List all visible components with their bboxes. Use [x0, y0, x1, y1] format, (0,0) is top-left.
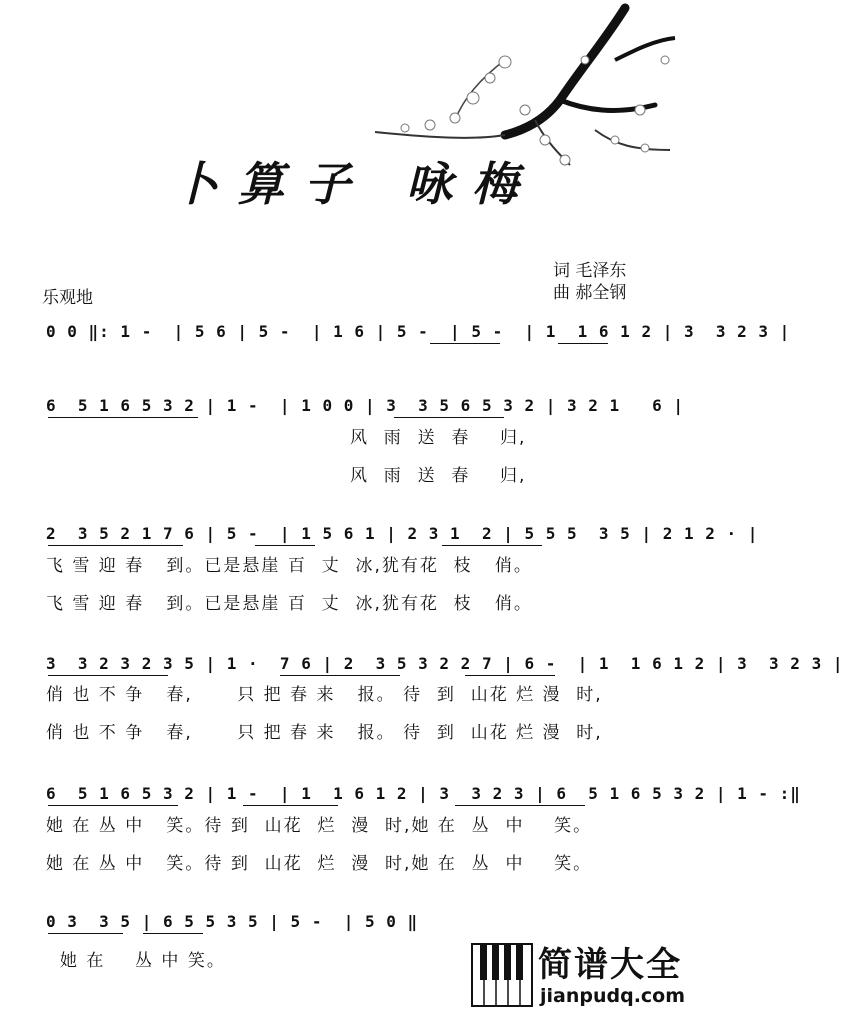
lyric-verse-1: 飞 雪 迎 春 到。已是悬崖 百 丈 冰,犹有花 枝 俏。 [46, 556, 533, 576]
svg-text:jianpudq.com: jianpudq.com [540, 985, 686, 1007]
lyricist-credit: 词 毛泽东 [553, 261, 627, 281]
notation-text: 0 0 ‖: 1 - | 5 6 | 5 - | 1 6 | 5 - | 5 - | 1 1 6 1 2 | 3 3 2 3 | [46, 322, 791, 341]
lyric-verse-2: 俏 也 不 争 春, 只 把 春 来 报。 待 到 山花 烂 漫 时, [46, 723, 603, 743]
notation-text: 6 5 1 6 5 3 2 | 1 - | 1 0 0 | 3 3 5 6 5 3 2 | 3 2 1 6 | [46, 396, 684, 415]
lyric-verse-1: 她 在 丛 中 笑。 [60, 951, 226, 971]
staff-line-2 [0, 392, 693, 428]
notation-text: 2 3 5 2 1 7 6 | 5 - | 1 5 6 1 | 2 3 1 2 | 5 5 5 3 5 | 2 1 2 · | [46, 524, 759, 543]
lyric-verse-2: 她 在 丛 中 笑。待 到 山花 烂 漫 时,她 在 丛 中 笑。 [46, 854, 593, 874]
lyric-verse-1: 风 雨 送 春 归, [350, 428, 527, 448]
staff-line-1 [0, 318, 791, 354]
site-logo [470, 938, 693, 1010]
tempo-marking: 乐观地 [42, 288, 93, 308]
lyric-verse-2: 飞 雪 迎 春 到。已是悬崖 百 丈 冰,犹有花 枝 俏。 [46, 594, 533, 614]
composer-credit: 曲 郝全钢 [553, 283, 627, 303]
song-title: 卜算子 咏梅 [172, 157, 539, 211]
piano-keys-icon [472, 944, 532, 1006]
svg-text:简谱大全: 简谱大全 [538, 945, 682, 985]
notation-text: 3 3 2 3 2 3 5 | 1 · 7 6 | 2 3 5 3 2 2 7 | 6 - | 1 1 6 1 2 | 3 3 2 3 | [46, 654, 843, 673]
lyric-verse-1: 她 在 丛 中 笑。待 到 山花 烂 漫 时,她 在 丛 中 笑。 [46, 816, 593, 836]
notation-text: 6 5 1 6 5 3 2 | 1 - | 1 1 6 1 2 | 3 3 2 3 | 6 5 1 6 5 3 2 | 1 - :‖ [46, 784, 801, 803]
lyric-verse-1: 俏 也 不 争 春, 只 把 春 来 报。 待 到 山花 烂 漫 时, [46, 685, 603, 705]
notation-text: 0 3 3 5 | 6 5 5 3 5 | 5 - | 5 0 ‖ [46, 912, 419, 931]
lyric-verse-2: 风 雨 送 春 归, [350, 466, 527, 486]
